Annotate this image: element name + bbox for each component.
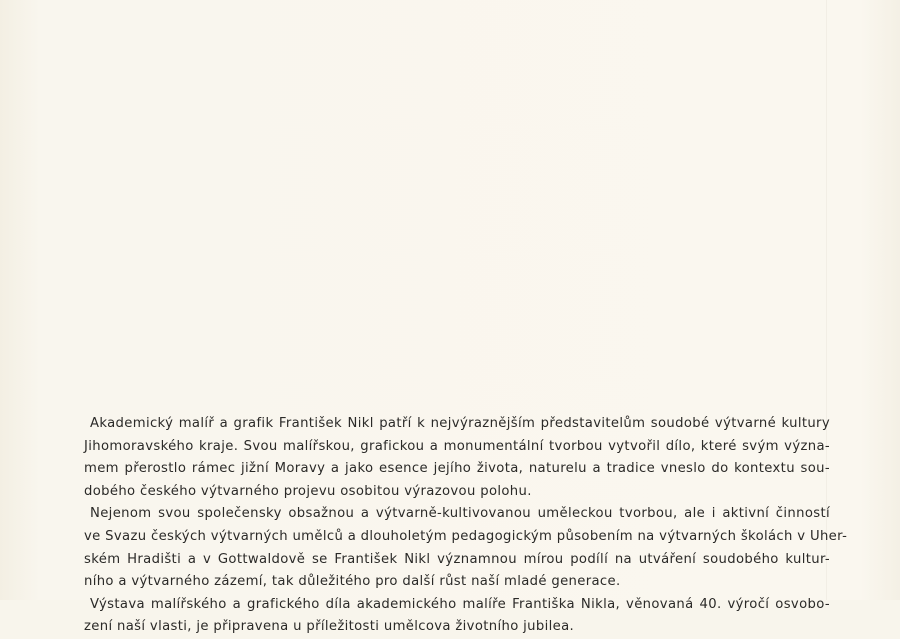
text-line: Jihomoravského kraje. Svou malířskou, grafickou a monumentální tvorbou vytvořil dílo, které svým význa-: [84, 438, 830, 454]
text-line: ském Hradišti a v Gottwaldově se František Nikl významnou mírou podílí na utváření soudobého kultur-: [84, 551, 830, 567]
body-text: [84, 413, 848, 639]
text-line: dobého českého výtvarného projevu osobitou výrazovou polohu.: [84, 483, 532, 499]
text-line: Nejenom svou společensky obsažnou a výtvarně-kultivovanou uměleckou tvorbou, ale i aktivní činností: [90, 506, 830, 522]
text-line: ve Svazu českých výtvarných umělců a dlouholetým pedagogickým působením na výtvarných školách v Uher-: [84, 528, 848, 544]
text-line: ního a výtvarného zázemí, tak důležitého pro další růst naší mladé generace.: [84, 574, 621, 590]
text-line: zení naší vlasti, je připravena u příležitosti umělcova životního jubilea.: [84, 619, 575, 635]
text-line: Akademický malíř a grafik František Nikl patří k nejvýraznějším představitelům soudobé výtvarné kultury: [90, 416, 830, 431]
text-line: Výstava malířského a grafického díla akademického malíře Františka Nikla, věnovaná 40. výročí osvobo-: [90, 596, 830, 612]
text-line: mem přerostlo rámec jižní Moravy a jako esence jejího života, naturelu a tradice vneslo do kontextu sou-: [84, 461, 830, 477]
